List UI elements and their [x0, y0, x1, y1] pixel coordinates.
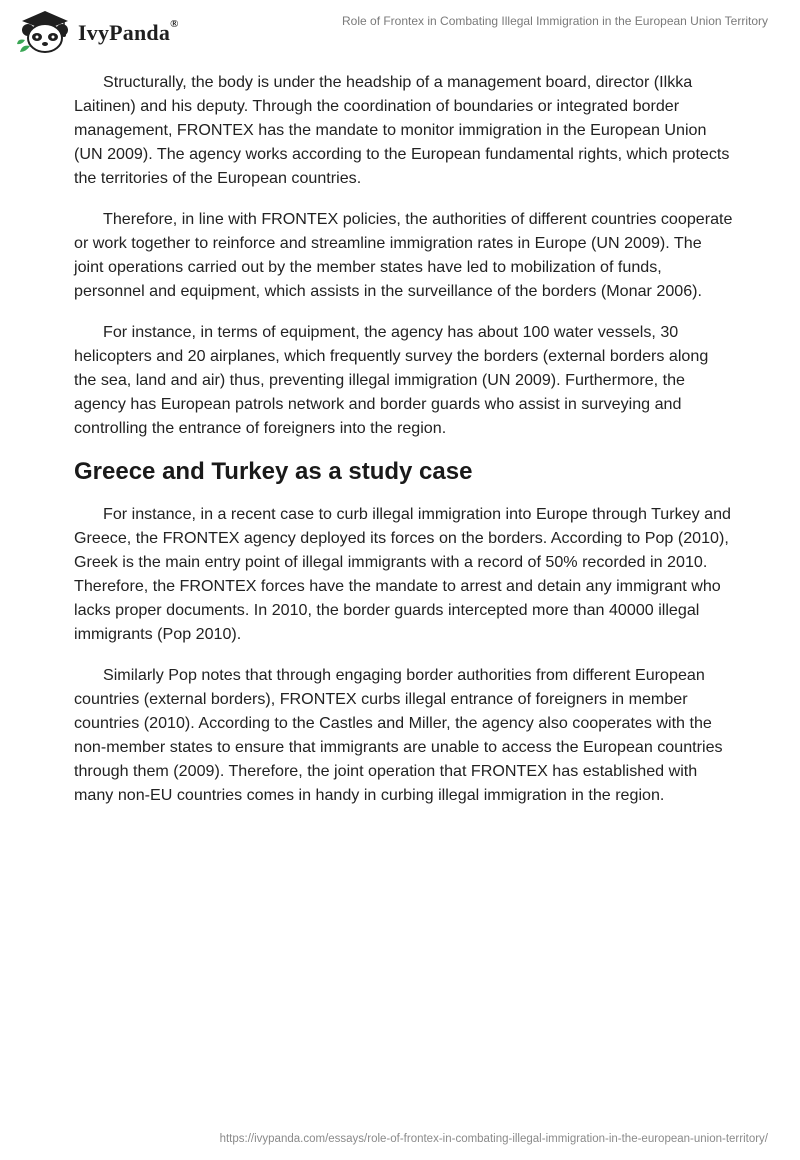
- paragraph: Similarly Pop notes that through engaging border authorities from different European countries (external borders), FRONTEX curbs illegal entrance of foreigners in member countries (2010). According to the Castles and Miller, the agency also cooperates with the non-member states to ensure that immigrants are unable to access the European countries through them (2009). Therefore, the joint operation that FRONTEX has established with many non-EU countries comes in handy in curbing illegal immigration in the region.: [74, 666, 723, 804]
- paragraph: Structurally, the body is under the headship of a management board, director (Ilkka Laitinen) and his deputy. Through the coordination of boundaries or integrated border management, FRONTEX has the mandate to monitor immigration in the European Union (UN 2009). The agency works according to the European fundamental rights, which protects the territories of the European countries.: [74, 73, 730, 187]
- paragraph: Therefore, in line with FRONTEX policies, the authorities of different countries cooperate or work together to reinforce and streamline immigration rates in Europe (UN 2009). The joint operations carried out by the member states have led to mobilization of funds, personnel and equipment, which assists in the surveillance of the borders (Monar 2006).: [74, 210, 733, 300]
- document-title: Role of Frontex in Combating Illegal Immigration in the European Union Territory: [342, 14, 768, 28]
- section-heading: Greece and Turkey as a study case: [74, 458, 473, 485]
- paragraph: For instance, in terms of equipment, the agency has about 100 water vessels, 30 helicopters and 20 airplanes, which frequently survey the borders (external borders along the sea, land and air) thus, preventing illegal immigration (UN 2009). Furthermore, the agency has European patrols network and border guards who assist in surveying and controlling the entrance of foreigners into the region.: [74, 323, 709, 437]
- ivypanda-logo-icon[interactable]: [16, 8, 74, 56]
- source-url[interactable]: https://ivypanda.com/essays/role-of-frontex-in-combating-illegal-immigration-in-the-european-union-territory/: [219, 1133, 768, 1145]
- essay-content: [74, 70, 734, 824]
- paragraph: For instance, in a recent case to curb illegal immigration into Europe through Turkey and Greece, the FRONTEX agency deployed its forces on the borders. According to Pop (2010), Greek is the main entry point of illegal immigrants with a record of 50% recorded in 2010. Therefore, the FRONTEX forces have the mandate to arrest and detain any immigrant who lacks proper documents. In 2010, the border guards intercepted more than 40000 illegal immigrants (Pop 2010).: [74, 505, 731, 643]
- brand-name[interactable]: IvyPanda®: [78, 18, 179, 45]
- page-header: [0, 0, 800, 62]
